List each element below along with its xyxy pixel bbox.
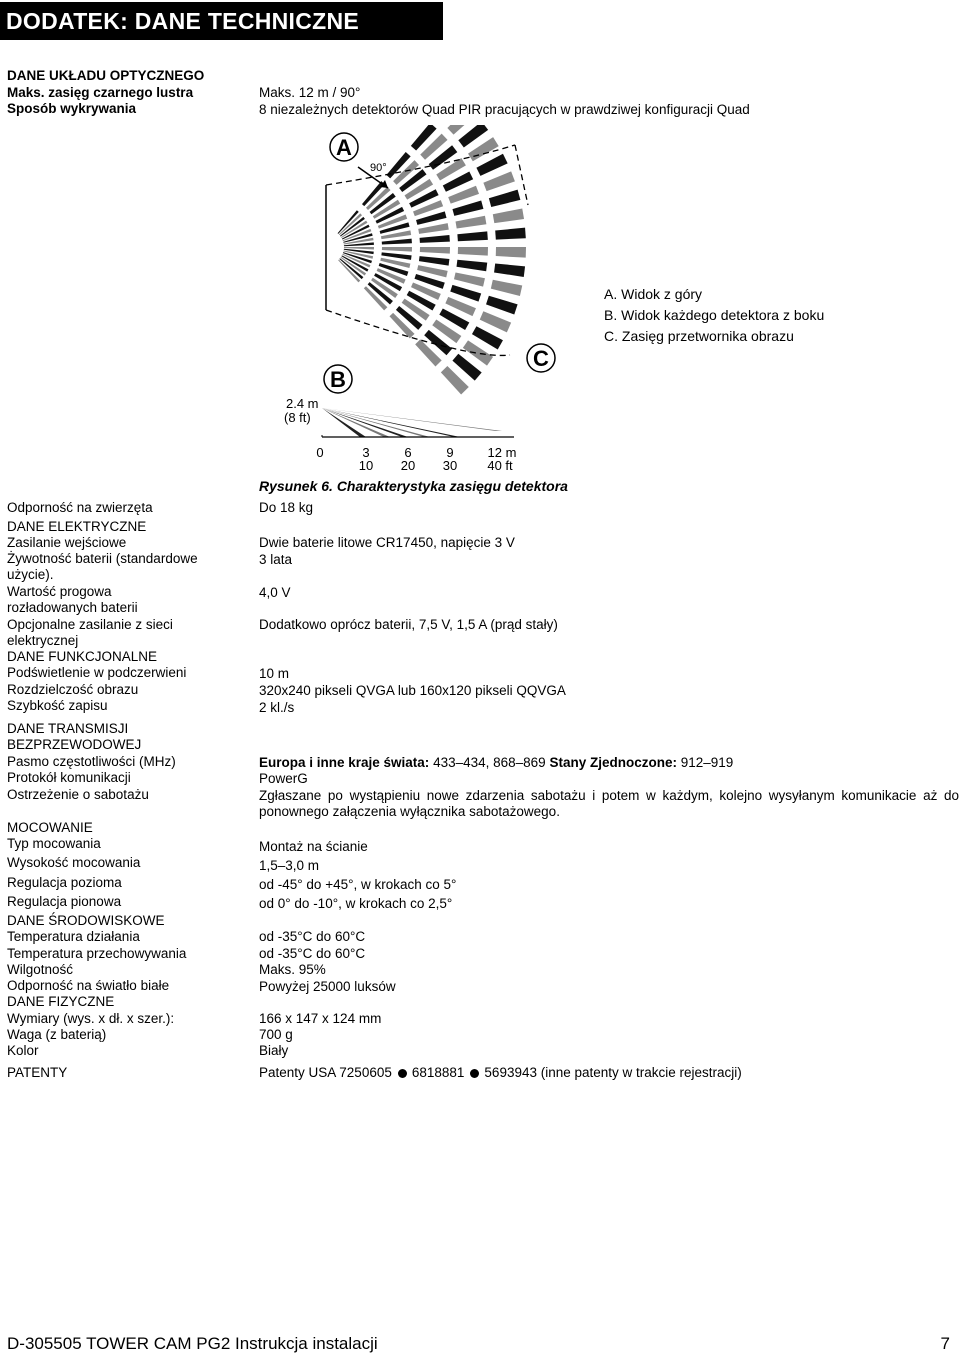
coverage-beam-segment [489,190,521,207]
section-optical: DANE UKŁADU OPTYCZNEGO [7,68,205,83]
range-value: Maks. 12 m / 90° [259,85,361,100]
op-temp-value: od -35°C do 60°C [259,929,366,944]
footer-doc-title: D-305505 TOWER CAM PG2 Instrukcja instalacji [7,1334,378,1353]
humidity-label: Wilgotność [7,962,74,977]
tick-ft-40: 40 ft [487,458,513,473]
coverage-beam-segment [418,223,449,234]
freq-us-value: 912–919 [676,755,734,770]
pet-label: Odporność na zwierzęta [7,500,153,515]
ir-label: Podświetlenie w podczerwieni [7,665,187,680]
coverage-beam-segment [381,252,411,259]
storage-temp-value: od -35°C do 60°C [259,946,366,961]
tick-ft-20: 20 [400,458,416,473]
coverage-beam-segment [419,256,449,265]
patent-2: 6818881 [411,1065,465,1080]
speed-value: 2 kl./s [259,700,295,715]
mains-label-cont: elektrycznej [7,633,79,648]
horizontal-value: od -45° do +45°, w krokach co 5° [259,877,457,892]
top-view-pattern [338,125,526,394]
weight-label: Waga (z baterią) [7,1027,107,1042]
ir-value: 10 m [259,666,290,681]
op-temp-label: Temperatura działania [7,929,140,944]
height-ft: (8 ft) [284,410,311,425]
type-label: Typ mocowania [7,836,101,851]
height-m: 2.4 m [286,396,319,411]
mains-label: Opcjonalne zasilanie z sieci [7,617,173,632]
light-value: Powyżej 25000 luksów [259,979,396,994]
color-label: Kolor [7,1043,39,1058]
dims-label: Wymiary (wys. x dł. x szer.): [7,1011,175,1026]
section-electrical: DANE ELEKTRYCZNE [7,519,147,534]
side-ray [322,408,366,437]
marker-a: A [336,135,352,160]
coverage-beam-segment [382,247,412,252]
coverage-beam-segment [476,154,507,176]
coverage-beam-segment [450,285,481,302]
mains-value: Dodatkowo oprócz baterii, 7,5 V, 1,5 A (prąd stały) [259,617,558,632]
tick-ft-30: 30 [442,458,458,473]
patent-1: Patenty USA 7250605 [259,1065,392,1080]
coverage-beam-segment [344,247,374,250]
horizontal-label: Regulacja pozioma [7,875,122,890]
coverage-beam-segment [480,311,511,332]
resolution-label: Rozdzielczość obrazu [7,682,139,697]
coverage-beam-segment [486,296,518,315]
color-value: Biały [259,1043,289,1058]
freq-eu-label: Europa i inne kraje świata: [259,755,430,770]
type-value: Montaż na ścianie [259,839,368,854]
coverage-beam-segment [456,216,487,229]
storage-temp-label: Temperatura przechowywania [7,946,187,961]
tick-m-0: 0 [316,445,324,460]
height-label: Wysokość mocowania [7,855,141,870]
coverage-beam-segment [452,201,483,216]
height-value: 1,5–3,0 m [259,858,320,873]
battery-life-label: Żywotność baterii (standardowe [7,551,198,566]
legend-c: C. Zasięg przetwornika obrazu [604,328,794,344]
bullet-icon [398,1069,407,1078]
weight-value: 700 g [259,1027,293,1042]
freq-value [259,755,733,771]
coverage-beam-segment [493,208,524,223]
section-functional: DANE FUNKCJONALNE [7,649,158,664]
coverage-beam-segment [457,231,487,241]
detection-label: Sposób wykrywania [7,101,137,116]
pet-value: Do 18 kg [259,500,314,515]
coverage-beam-segment [495,228,526,240]
detection-value: 8 niezależnych detektorów Quad PIR pracujących w prawdziwej konfiguracji Quad [259,102,750,117]
tamper-value: Zgłaszane po wystąpieniu nowe zdarzenia sabotażu i potem w każdym, kolejno wysyłanym komunikacie aż do ponownego załączenia wyłącznika sabotażowego. [259,788,959,819]
coverage-beam-segment [454,272,485,286]
coverage-beam-segment [494,263,525,276]
patents-value [259,1065,742,1081]
legend-b: B. Widok każdego detektora z boku [604,307,825,323]
marker-c: C [533,346,549,371]
tamper-label: Ostrzeżenie o sabotażu [7,787,149,802]
section-wireless-cont: BEZPRZEWODOWEJ [7,737,142,752]
tick-m-3: 3 [362,445,370,460]
coverage-beam-segment [458,247,488,256]
side-view-pattern [322,408,502,437]
coverage-diagram [270,125,600,475]
bullet-icon [470,1069,479,1078]
coverage-beam-segment [483,171,515,191]
threshold-label-cont: rozładowanych baterii [7,600,138,615]
coverage-beam-segment [420,235,450,243]
vertical-label: Regulacja pionowa [7,894,122,909]
section-wireless: DANE TRANSMISJI [7,721,129,736]
patent-3: 5693943 (inne patenty w trakcie rejestracji) [484,1065,742,1080]
dims-value: 166 x 147 x 124 mm [259,1011,382,1026]
coverage-beam-segment [420,247,450,254]
figure-caption: Rysunek 6. Charakterystyka zasięgu detektora [259,478,568,494]
freq-us-label: Stany Zjednoczone: [549,755,677,770]
vertical-value: od 0° do -10°, w krokach co 2,5° [259,896,453,911]
coverage-beam-segment [417,265,448,277]
coverage-beam-segment [382,239,412,245]
page-number: 7 [940,1334,950,1353]
resolution-value: 320x240 pikseli QVGA lub 160x120 pikseli QQVGA [259,683,566,698]
freq-eu-value: 433–434, 868–869 [429,755,550,770]
coverage-beam-segment [496,247,526,258]
tick-m-6: 6 [404,445,412,460]
speed-label: Szybkość zapisu [7,698,108,713]
tick-m-12: 12 m [487,445,517,460]
section-mounting: MOCOWANIE [7,820,93,835]
input-label: Zasilanie wejściowe [7,535,127,550]
tick-m-9: 9 [446,445,454,460]
battery-life-value: 3 lata [259,552,293,567]
input-value: Dwie baterie litowe CR17450, napięcie 3 V [259,535,515,550]
coverage-beam-segment [491,280,522,296]
freq-label: Pasmo częstotliwości (MHz) [7,754,176,769]
threshold-label: Wartość progowa [7,584,112,599]
patents-label: PATENTY [7,1065,68,1080]
angle-label: 90° [370,162,387,174]
coverage-beam-segment [472,326,503,349]
humidity-value: Maks. 95% [259,962,326,977]
protocol-label: Protokół komunikacji [7,770,131,785]
tick-ft-10: 10 [358,458,374,473]
section-physical: DANE FIZYCZNE [7,994,115,1009]
range-label: Maks. zasięg czarnego lustra [7,85,194,100]
section-environmental: DANE ŚRODOWISKOWE [7,913,165,928]
threshold-value: 4,0 V [259,585,291,600]
marker-b: B [330,367,346,392]
side-ray [322,408,408,437]
coverage-beam-segment [457,260,488,271]
protocol-value: PowerG [259,771,308,786]
legend-a: A. Widok z góry [604,286,703,302]
light-label: Odporność na światło białe [7,978,170,993]
battery-life-label-cont: użycie). [7,567,54,582]
page-title: DODATEK: DANE TECHNICZNE [0,2,443,40]
